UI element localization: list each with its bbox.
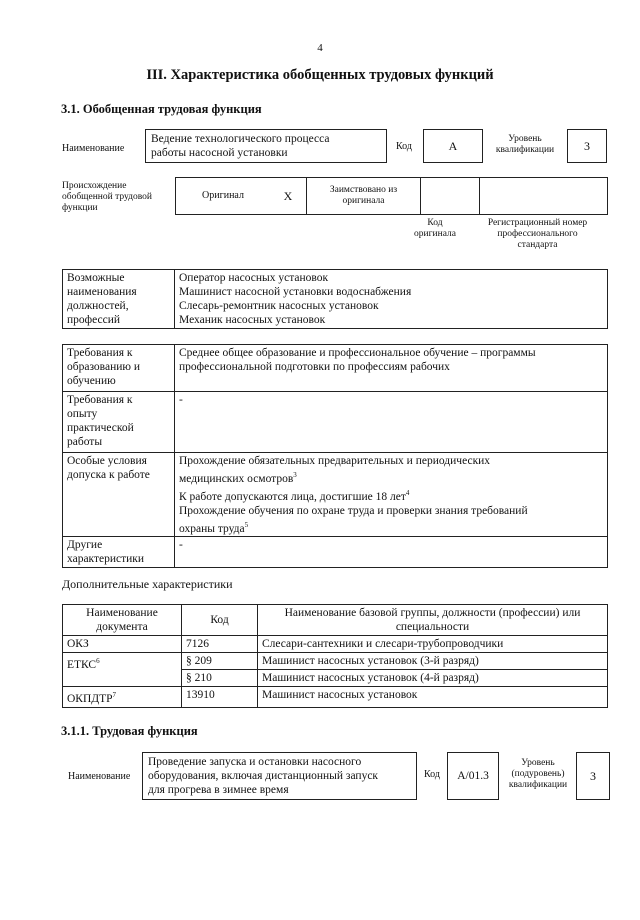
tf-name-box: [142, 752, 417, 800]
origin-reg-cell: [480, 178, 608, 215]
origin-code-caption: [405, 218, 465, 240]
row-code: 13910: [182, 687, 258, 708]
gtf-name-box: [145, 129, 387, 163]
special-line-5: [179, 518, 603, 536]
header-name-2: специальности: [395, 621, 470, 633]
footnote-ref: 7: [112, 691, 117, 699]
origin-reg-caption-3: стандарта: [517, 240, 558, 250]
edu-value-1: Среднее общее образование и профессиональное обучение – программы: [179, 347, 536, 359]
positions-list: [175, 270, 608, 329]
origin-mark: X: [270, 178, 307, 215]
exp-label-1: Требования к: [67, 394, 133, 406]
table-row: [63, 653, 608, 670]
position-item: Оператор насосных установок: [179, 272, 329, 284]
other-value: -: [175, 537, 608, 568]
footnote-ref: 4: [405, 488, 410, 497]
tf-level-label-1: Уровень: [521, 758, 555, 768]
header-document-2: документа: [96, 621, 148, 633]
row-code: § 209: [182, 653, 258, 670]
footnote-ref: 6: [96, 657, 100, 665]
header-name: [258, 605, 608, 636]
footnote-ref: 3: [293, 471, 297, 479]
positions-table: [62, 269, 608, 329]
edu-label: [63, 345, 175, 392]
special-value: [175, 453, 608, 537]
special-line-2: [179, 468, 603, 486]
origin-code-caption-1: Код: [427, 218, 443, 228]
special-line-5-text: охраны труда: [179, 522, 245, 535]
requirements-table: [62, 344, 608, 568]
exp-label-2: опыту: [67, 408, 98, 420]
tf-name-line-2: оборудования, включая дистанционный запуск: [148, 770, 379, 782]
positions-label-2: наименования: [67, 286, 137, 298]
row-doc-text: ОКПДТР: [67, 692, 113, 705]
positions-label-3: должностей,: [67, 300, 129, 312]
special-label: [63, 453, 175, 537]
special-line-3-text: К работе допускаются лица, достигшие 18 лет: [179, 490, 406, 503]
additional-table: [62, 604, 608, 708]
gtf-heading: 3.1. Обобщенная трудовая функция: [61, 102, 262, 116]
gtf-level-label-2: квалификации: [495, 145, 555, 155]
origin-label-2: обобщенной трудовой: [62, 192, 152, 202]
gtf-level-value: 3: [567, 129, 607, 163]
positions-label: [63, 270, 175, 329]
table-row: [63, 687, 608, 708]
positions-label-4: профессий: [67, 314, 121, 326]
row-doc: [63, 653, 182, 687]
special-line-2-text: медицинских осмотров: [179, 472, 294, 485]
gtf-name-line-1: Ведение технологического процесса: [151, 133, 330, 145]
tf-level-value: 3: [576, 752, 610, 800]
row-doc: [63, 687, 182, 708]
gtf-level-label-1: Уровень: [508, 134, 542, 144]
origin-borrowed: [307, 178, 421, 215]
origin-borrowed-1: Заимствовано из: [329, 185, 398, 195]
exp-label-3: практической: [67, 422, 134, 434]
origin-label-1: Происхождение: [62, 181, 127, 191]
origin-label-3: функции: [62, 203, 98, 213]
origin-label: [62, 181, 152, 214]
tf-name-line-3: для прогрева в зимнее время: [148, 784, 289, 796]
tf-heading: 3.1.1. Трудовая функция: [61, 724, 198, 738]
row-doc-text: ЕТКС: [67, 658, 97, 671]
tf-name-label: Наименование: [68, 771, 131, 782]
position-item: Машинист насосной установки водоснабжения: [179, 286, 412, 298]
positions-label-1: Возможные: [67, 272, 125, 284]
other-label-2: характеристики: [67, 553, 145, 566]
edu-label-1: Требования к: [67, 347, 133, 359]
origin-original: Оригинал: [176, 178, 271, 215]
origin-borrowed-2: оригинала: [342, 196, 385, 206]
origin-code-caption-2: оригинала: [414, 229, 456, 239]
row-doc-text: ОКЗ: [67, 638, 89, 650]
other-label-1: Другие: [67, 539, 103, 552]
position-item: Слесарь-ремонтник насосных установок: [179, 300, 379, 312]
row-code: § 210: [182, 670, 258, 687]
row-name: Машинист насосных установок (3-й разряд): [258, 653, 608, 670]
tf-level-label-2: (подуровень): [511, 769, 565, 779]
origin-reg-caption-2: профессионального: [497, 229, 578, 239]
header-name-1: Наименование базовой группы, должности (профессии) или: [284, 607, 581, 619]
gtf-name-line-2: работы насосной установки: [151, 147, 288, 159]
exp-label: [63, 392, 175, 453]
position-item: Механик насосных установок: [179, 314, 326, 326]
gtf-level-label: [486, 134, 564, 156]
section-title: III. Характеристика обобщенных трудовых функций: [146, 67, 494, 83]
edu-label-2: образованию и: [67, 361, 140, 373]
table-row: [63, 636, 608, 653]
special-label-2: допуска к работе: [67, 469, 150, 481]
row-name: Машинист насосных установок: [258, 687, 608, 708]
tf-code-label: Код: [424, 769, 440, 780]
additional-heading: Дополнительные характеристики: [62, 577, 233, 591]
tf-code-value: A/01.3: [447, 752, 499, 800]
header-document: [63, 605, 182, 636]
row-code: 7126: [182, 636, 258, 653]
origin-reg-caption-1: Регистрационный номер: [487, 218, 588, 228]
gtf-code-label: Код: [396, 141, 412, 152]
row-name: Слесари-сантехники и слесари-трубопроводчики: [258, 636, 608, 653]
edu-value-2: профессиональной подготовки по профессиям рабочих: [179, 361, 450, 373]
other-label: [63, 537, 175, 568]
footnote-ref: 5: [244, 520, 249, 529]
origin-reg-caption: [470, 218, 605, 251]
header-code: Код: [182, 605, 258, 636]
tf-level-label-3: квалификации: [508, 780, 568, 790]
special-line-4: Прохождение обучения по охране труда и проверки знания требований: [179, 504, 528, 517]
page-number: 4: [317, 42, 323, 54]
exp-value: -: [175, 392, 608, 453]
gtf-code-value: А: [423, 129, 483, 163]
special-line-3: [179, 486, 603, 504]
edu-label-3: обучению: [67, 375, 116, 387]
gtf-name-label: Наименование: [62, 143, 125, 154]
special-label-1: Особые условия: [67, 455, 147, 467]
row-doc: [63, 636, 182, 653]
origin-table: [175, 177, 608, 215]
row-name: Машинист насосных установок (4-й разряд): [258, 670, 608, 687]
special-line-1: Прохождение обязательных предварительных и периодических: [179, 455, 491, 467]
tf-level-label: [502, 758, 574, 791]
header-document-1: Наименование: [86, 607, 158, 619]
exp-label-4: работы: [67, 436, 103, 448]
tf-name-line-1: Проведение запуска и остановки насосного: [148, 756, 362, 768]
origin-code-cell: [421, 178, 480, 215]
edu-value: [175, 345, 608, 392]
